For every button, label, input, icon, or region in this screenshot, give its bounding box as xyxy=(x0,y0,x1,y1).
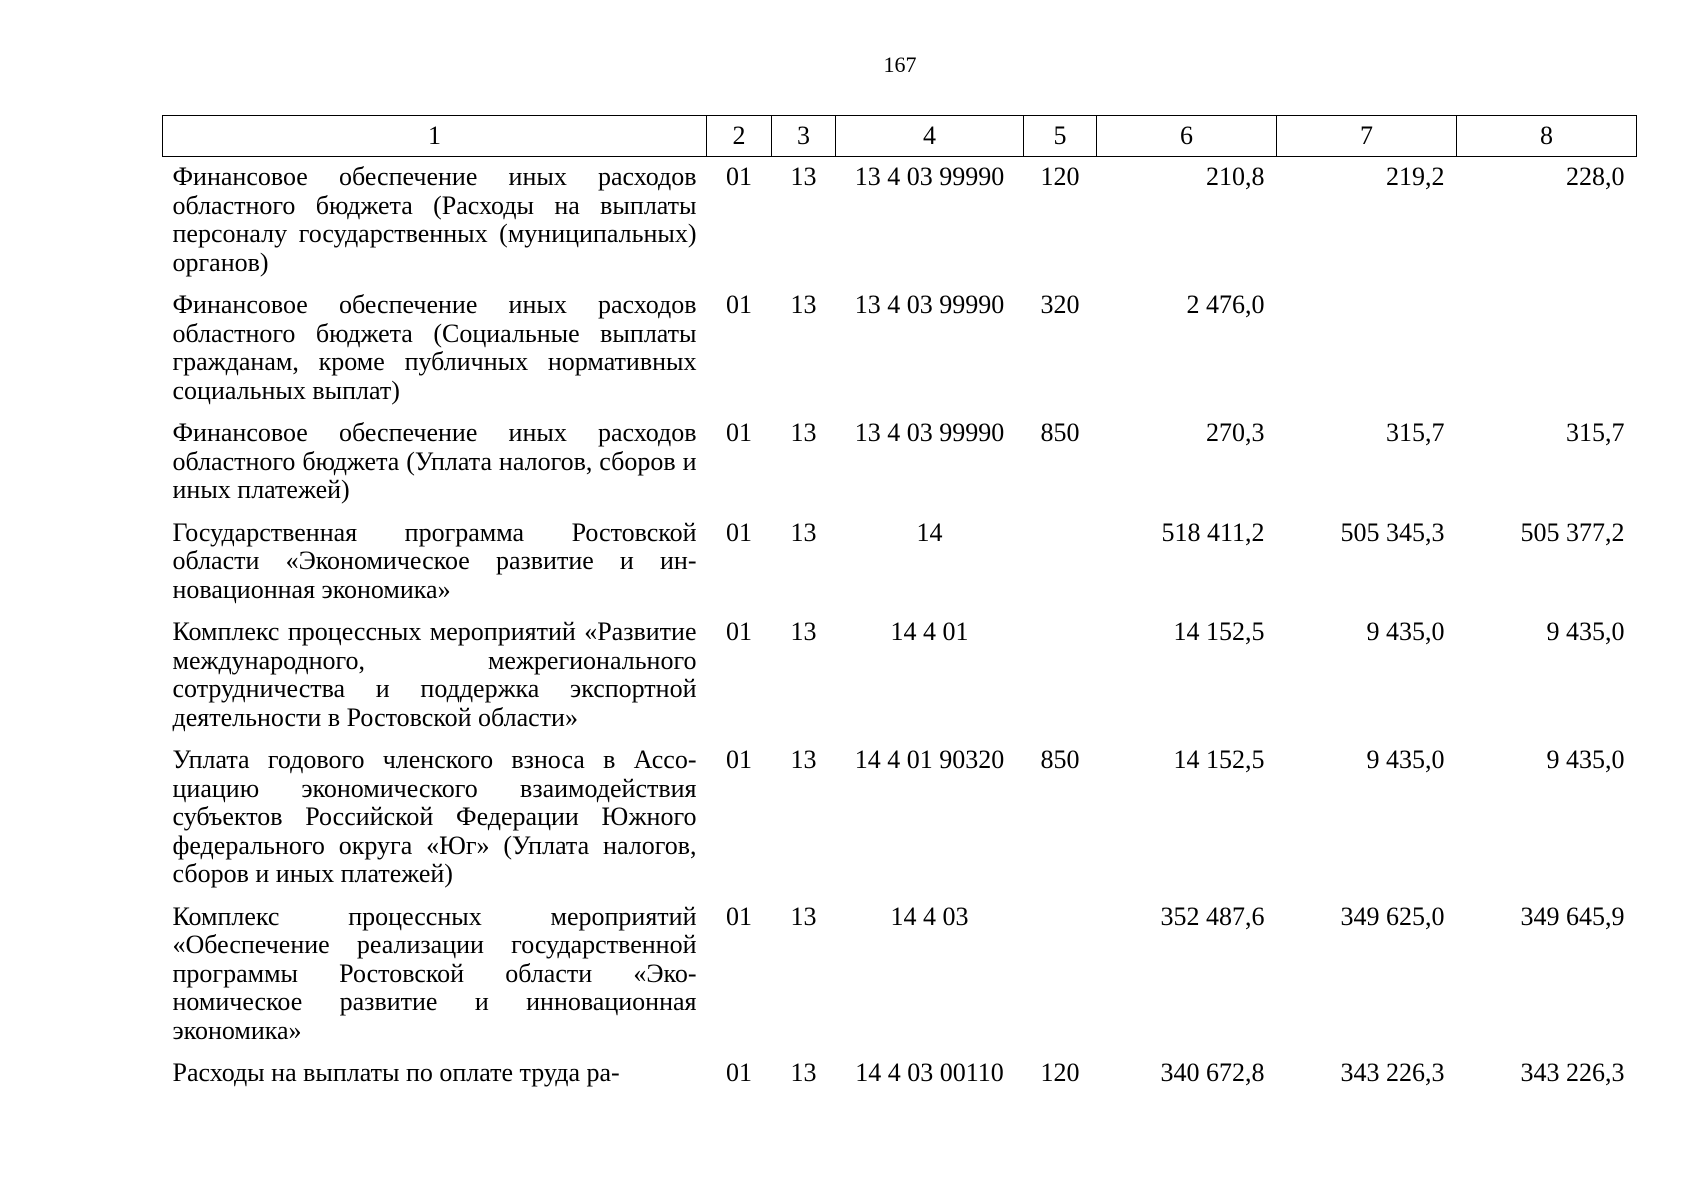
expense-type-code xyxy=(1024,897,1097,1054)
amount-col-6: 518 411,2 xyxy=(1161,517,1265,547)
row-description: Комплекс процессных мероприятий «Обеспечение реализации государственной программы Ростовской области «Экономическое развитие и инновационная экономика» xyxy=(172,901,697,1045)
header-col-3: 3 xyxy=(772,116,836,157)
amount-col-8: 349 645,9 xyxy=(1520,901,1625,931)
section-code: 01 xyxy=(726,418,752,447)
amount-col-7: 9 435,0 xyxy=(1366,745,1445,774)
section-code: 01 xyxy=(726,901,752,931)
header-col-2: 2 xyxy=(707,116,772,157)
target-article-code: 14 4 01 90320 xyxy=(854,745,1005,774)
header-col-1: 1 xyxy=(163,116,707,157)
expense-type-code: 850 xyxy=(1040,745,1080,774)
table-header-row xyxy=(163,116,1637,157)
subsection-code: 13 xyxy=(790,418,817,447)
header-col-5: 5 xyxy=(1024,116,1097,157)
row-description: Комплекс процессных мероприятий «Развитие международного, межрегионального сотрудничества и поддержка экспортной деятельности в Ростовской области» xyxy=(172,617,697,732)
amount-col-6: 2 476,0 xyxy=(1186,290,1265,319)
amount-col-7: 505 345,3 xyxy=(1340,517,1445,547)
expense-type-code: 120 xyxy=(1040,1058,1080,1087)
header-col-4: 4 xyxy=(836,116,1024,157)
table-row xyxy=(163,157,1637,286)
table-row xyxy=(163,513,1637,613)
expense-type-code xyxy=(1024,513,1097,613)
amount-col-7: 219,2 xyxy=(1386,162,1445,191)
amount-col-7 xyxy=(1277,285,1457,413)
expense-type-code: 850 xyxy=(1040,418,1080,447)
expense-type-code: 320 xyxy=(1040,290,1080,319)
amount-col-8: 343 226,3 xyxy=(1520,1058,1625,1087)
target-article-code: 13 4 03 99990 xyxy=(854,162,1005,191)
budget-table xyxy=(162,115,1637,1096)
section-code: 01 xyxy=(726,290,752,319)
subsection-code: 13 xyxy=(790,745,817,774)
subsection-code: 13 xyxy=(790,290,817,319)
target-article-code: 14 xyxy=(916,517,943,547)
amount-col-7: 343 226,3 xyxy=(1340,1058,1445,1087)
row-description: Государственная программа Ростовской области «Экономическое развитие и инновационная экономика» xyxy=(172,517,697,604)
target-article-code: 14 4 03 00110 xyxy=(855,1058,1004,1087)
amount-col-8: 315,7 xyxy=(1566,418,1625,447)
target-article-code: 14 4 03 xyxy=(890,901,969,931)
subsection-code: 13 xyxy=(790,162,817,191)
amount-col-6: 210,8 xyxy=(1206,162,1265,191)
header-col-7: 7 xyxy=(1277,116,1457,157)
amount-col-7: 349 625,0 xyxy=(1340,901,1445,931)
amount-col-8: 9 435,0 xyxy=(1546,745,1625,774)
target-article-code: 13 4 03 99990 xyxy=(854,418,1005,447)
table-row xyxy=(163,1053,1637,1096)
header-col-6: 6 xyxy=(1097,116,1277,157)
section-code: 01 xyxy=(726,162,752,191)
row-description: Расходы на выплаты по оплате труда ра- xyxy=(172,1058,620,1087)
section-code: 01 xyxy=(726,617,752,646)
expense-type-code: 120 xyxy=(1040,162,1080,191)
amount-col-7: 9 435,0 xyxy=(1366,617,1445,646)
amount-col-6: 340 672,8 xyxy=(1160,1058,1265,1087)
header-col-8: 8 xyxy=(1457,116,1637,157)
amount-col-8: 505 377,2 xyxy=(1520,517,1625,547)
subsection-code: 13 xyxy=(790,1058,817,1087)
amount-col-7: 315,7 xyxy=(1386,418,1445,447)
amount-col-8: 228,0 xyxy=(1566,162,1625,191)
page-number: 167 xyxy=(883,52,917,77)
table-row xyxy=(163,740,1637,897)
subsection-code: 13 xyxy=(790,617,817,646)
expense-type-code xyxy=(1024,612,1097,740)
amount-col-6: 14 152,5 xyxy=(1173,745,1265,774)
table-row xyxy=(163,413,1637,513)
amount-col-8: 9 435,0 xyxy=(1546,617,1625,646)
row-description: Финансовое обеспечение иных расходов областного бюджета (Уплата налогов, сборов и иных платежей) xyxy=(172,418,697,504)
table-row xyxy=(163,612,1637,740)
target-article-code: 14 4 01 xyxy=(890,617,969,646)
subsection-code: 13 xyxy=(790,517,817,547)
amount-col-6: 270,3 xyxy=(1206,418,1265,447)
table-row xyxy=(163,285,1637,413)
section-code: 01 xyxy=(726,1058,752,1087)
section-code: 01 xyxy=(726,745,752,774)
row-description: Уплата годового членского взноса в Ассоциацию экономического взаимодействия субъектов Российской Федерации Южного федерального округа «Юг» (Уплата налогов, сборов и иных платежей) xyxy=(172,745,697,888)
row-description: Финансовое обеспечение иных расходов областного бюджета (Расходы на выплаты персоналу государственных (муниципальных) органов) xyxy=(172,162,697,277)
row-description: Финансовое обеспечение иных расходов областного бюджета (Социальные выплаты гражданам, кроме публичных нормативных социальных выплат) xyxy=(172,290,697,405)
amount-col-6: 352 487,6 xyxy=(1160,901,1265,931)
subsection-code: 13 xyxy=(790,901,817,931)
section-code: 01 xyxy=(726,517,752,547)
table-row xyxy=(163,897,1637,1054)
target-article-code: 13 4 03 99990 xyxy=(854,290,1005,319)
amount-col-6: 14 152,5 xyxy=(1173,617,1265,646)
amount-col-8 xyxy=(1457,285,1637,413)
